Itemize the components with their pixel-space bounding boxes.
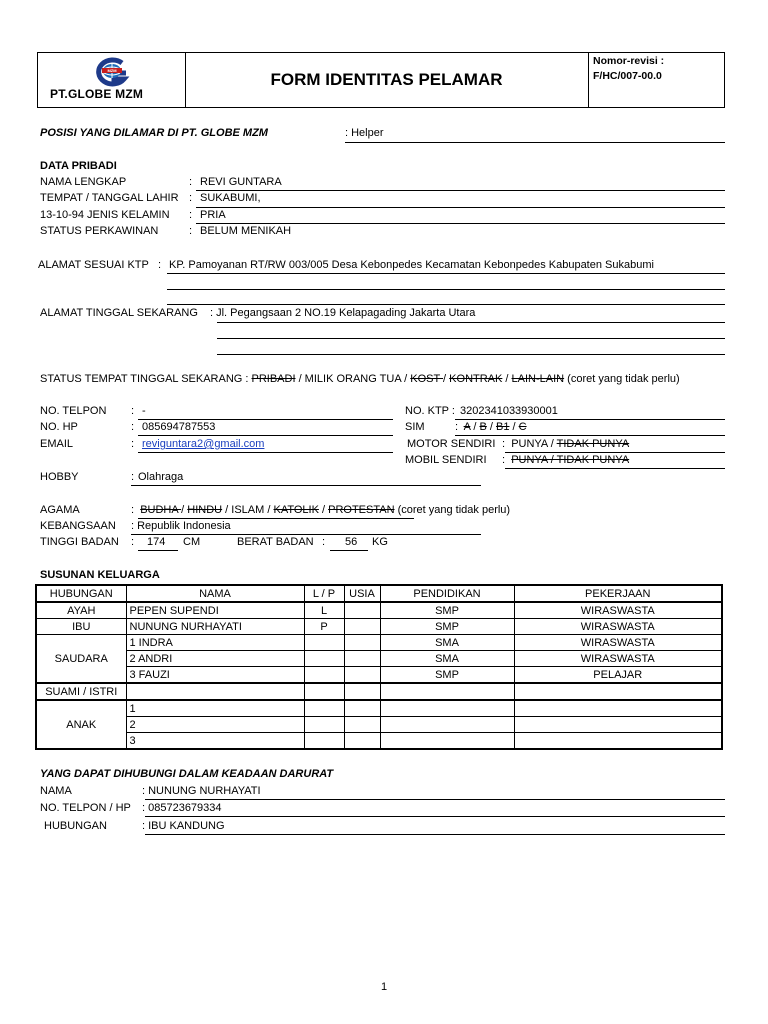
religion-budha[interactable]: BUDHA [140, 504, 182, 516]
colon: : [189, 225, 193, 237]
education-cell[interactable] [380, 717, 514, 733]
ktp-label: NO. KTP : [405, 405, 455, 417]
age-cell[interactable] [344, 683, 380, 700]
separator: / [318, 504, 329, 516]
email-label: EMAIL [40, 438, 74, 450]
birth-value[interactable]: SUKABUMI, [200, 192, 261, 204]
separator: / [181, 504, 188, 516]
sex-cell[interactable]: L [304, 602, 344, 619]
religion-label: AGAMA [40, 504, 80, 516]
sex-cell[interactable] [304, 733, 344, 750]
colon: : [131, 536, 135, 548]
name-value[interactable]: REVI GUNTARA [200, 176, 282, 188]
sim-c[interactable]: C [518, 421, 527, 433]
residence-opt-kontrak[interactable]: KONTRAK [449, 373, 503, 385]
marital-label: STATUS PERKAWINAN [40, 225, 159, 237]
emergency-relation-label: HUBUNGAN [44, 820, 107, 832]
job-cell[interactable]: WIRASWASTA [514, 602, 722, 619]
birth-date[interactable]: 13-10-94 [40, 209, 85, 221]
underline [145, 816, 725, 817]
personal-section-title: DATA PRIBADI [40, 160, 117, 172]
relation-cell: SUAMI / ISTRI [36, 683, 126, 700]
emergency-name-value[interactable]: : NUNUNG NURHAYATI [142, 785, 261, 797]
gender-value[interactable]: PRIA [200, 209, 226, 221]
weight-unit: KG [372, 536, 388, 548]
underline [217, 354, 725, 355]
logo-cell [38, 53, 186, 107]
table-row [36, 667, 722, 684]
address-now-label: ALAMAT TINGGAL SEKARANG [40, 307, 198, 319]
height-label: TINGGI BADAN [40, 536, 119, 548]
underline [167, 289, 725, 290]
job-cell[interactable]: WIRASWASTA [514, 635, 722, 651]
name-cell[interactable]: 3 [126, 733, 304, 750]
weight-label: BERAT BADAN [237, 536, 314, 548]
name-cell[interactable]: PEPEN SUPENDI [126, 602, 304, 619]
age-cell[interactable] [344, 733, 380, 750]
ktp-value[interactable]: 3202341033930001 [460, 405, 558, 417]
underline [131, 534, 481, 535]
job-cell[interactable] [514, 717, 722, 733]
sim-label: SIM [405, 421, 425, 433]
colon: : [189, 209, 193, 221]
hobby-value[interactable]: Olahraga [138, 471, 184, 483]
separator: / [443, 373, 450, 385]
education-cell[interactable]: SMP [380, 602, 514, 619]
job-cell[interactable] [514, 700, 722, 717]
globe-logo-icon [84, 57, 140, 87]
sex-cell[interactable]: P [304, 619, 344, 635]
colon: : [322, 536, 326, 548]
sim-b1[interactable]: B1 [496, 421, 510, 433]
col-header: USIA [344, 585, 380, 602]
underline [167, 304, 725, 305]
table-row [36, 683, 722, 700]
name-cell[interactable]: 1 [126, 700, 304, 717]
underline [196, 207, 725, 208]
name-label: NAMA LENGKAP [40, 176, 127, 188]
weight-value[interactable]: 56 [345, 536, 358, 548]
colon: : [158, 259, 162, 271]
table-row [36, 717, 722, 733]
sex-cell[interactable] [304, 700, 344, 717]
education-cell[interactable]: SMA [380, 651, 514, 667]
position-label: POSISI YANG DILAMAR DI PT. GLOBE MZM [40, 127, 268, 139]
separator: / [502, 373, 512, 385]
underline [345, 142, 725, 143]
job-cell[interactable]: PELAJAR [514, 667, 722, 684]
education-cell[interactable] [380, 733, 514, 750]
sex-cell[interactable] [304, 683, 344, 700]
emergency-section-title: YANG DAPAT DIHUBUNGI DALAM KEADAAN DARURAT [40, 768, 334, 780]
residence-opt-kost[interactable]: KOST [410, 373, 444, 385]
underline [217, 322, 725, 323]
religion-hindu[interactable]: HINDU [187, 504, 223, 516]
job-cell[interactable]: WIRASWASTA [514, 651, 722, 667]
car-label: MOBIL SENDIRI [405, 454, 487, 466]
underline [330, 550, 368, 551]
colon: : [131, 504, 135, 516]
colon: : [502, 454, 506, 466]
form-title: FORM IDENTITAS PELAMAR [270, 70, 503, 89]
company-name: PT.GLOBE MZM [50, 87, 144, 101]
address-now-value[interactable]: : Jl. Pegangsaan 2 NO.19 Kelapagading Jakarta Utara [210, 307, 476, 319]
table-row [36, 733, 722, 750]
sex-cell[interactable] [304, 651, 344, 667]
motor-yes[interactable]: PUNYA / [511, 438, 557, 450]
name-cell[interactable]: 2 [126, 717, 304, 733]
job-cell[interactable] [514, 733, 722, 750]
col-header: PENDIDIKAN [380, 585, 514, 602]
nationality-label: KEBANGSAAN [40, 520, 116, 532]
residence-opt-lain[interactable]: LAIN-LAIN [511, 373, 565, 385]
religion-katolik[interactable]: KATOLIK [273, 504, 319, 516]
colon: : [189, 176, 193, 188]
table-row [36, 602, 722, 619]
emergency-phone-value[interactable]: : 085723679334 [142, 802, 222, 814]
colon: : [131, 438, 135, 450]
height-unit: CM [183, 536, 201, 548]
underline [505, 452, 725, 453]
col-header: PEKERJAAN [514, 585, 722, 602]
underline [138, 435, 393, 436]
underline [505, 468, 725, 469]
revision-cell [588, 53, 725, 107]
emergency-phone-label: NO. TELPON / HP [40, 802, 131, 814]
underline [455, 419, 725, 420]
gender-label: JENIS KELAMIN [87, 209, 170, 221]
sim-b[interactable]: B [479, 421, 487, 433]
sex-cell[interactable] [304, 717, 344, 733]
motor-label: MOTOR SENDIRI [407, 438, 496, 450]
residence-label: STATUS TEMPAT TINGGAL SEKARANG : [40, 373, 249, 385]
underline [131, 485, 481, 486]
table-header-row [36, 585, 722, 602]
car-value[interactable]: PUNYA / TIDAK PUNYA [511, 454, 630, 466]
age-cell[interactable] [344, 700, 380, 717]
motor-options [502, 438, 629, 450]
colon: : [189, 192, 193, 204]
relation-cell: ANAK [36, 700, 126, 749]
sim-a[interactable]: A [463, 421, 471, 433]
position-value[interactable]: : Helper [345, 127, 384, 139]
age-cell[interactable] [344, 717, 380, 733]
underline [196, 190, 725, 191]
religion-protestan[interactable]: PROTESTAN [328, 504, 395, 516]
page-number: 1 [380, 981, 388, 993]
name-cell[interactable] [126, 683, 304, 700]
table-row [36, 700, 722, 717]
table-row [36, 619, 722, 635]
address-ktp-label: ALAMAT SESUAI KTP [38, 259, 149, 271]
colon: : [131, 405, 135, 417]
underline [138, 419, 393, 420]
underline [217, 338, 725, 339]
job-cell[interactable]: WIRASWASTA [514, 619, 722, 635]
education-cell[interactable]: SMP [380, 667, 514, 684]
col-header: HUBUNGAN [36, 585, 126, 602]
name-cell[interactable]: NUNUNG NURHAYATI [126, 619, 304, 635]
underline [138, 452, 393, 453]
form-header [37, 52, 725, 108]
family-table [35, 584, 723, 750]
job-cell[interactable] [514, 683, 722, 700]
education-cell[interactable] [380, 700, 514, 717]
residence-status [40, 373, 680, 385]
education-cell[interactable] [380, 683, 514, 700]
address-ktp-value[interactable]: KP. Pamoyanan RT/RW 003/005 Desa Kebonpedes Kecamatan Kebonpedes Kabupaten Sukabumi [169, 259, 654, 271]
underline [145, 834, 725, 835]
name-cell[interactable]: 3 FAUZI [126, 667, 304, 684]
age-cell[interactable] [344, 619, 380, 635]
relation-cell: SAUDARA [36, 635, 126, 684]
separator: / ISLAM / [222, 504, 274, 516]
underline [138, 550, 178, 551]
residence-opt-pribadi[interactable]: PRIBADI [251, 373, 296, 385]
phone-value[interactable]: - [142, 405, 146, 417]
motor-no[interactable]: TIDAK PUNYA [556, 438, 630, 450]
underline [138, 518, 414, 519]
age-cell[interactable] [344, 635, 380, 651]
colon: : [131, 421, 135, 433]
relation-cell: IBU [36, 619, 126, 635]
age-cell[interactable] [344, 667, 380, 684]
age-cell[interactable] [344, 651, 380, 667]
col-header: L / P [304, 585, 344, 602]
email-link[interactable]: reviguntara2@gmail.com [142, 438, 265, 450]
residence-note: (coret yang tidak perlu) [564, 373, 680, 385]
underline [167, 273, 725, 274]
hobby-label: HOBBY [40, 471, 79, 483]
colon: : [455, 421, 459, 433]
underline [196, 223, 725, 224]
education-cell[interactable]: SMP [380, 619, 514, 635]
table-row [36, 651, 722, 667]
religion-note: (coret yang tidak perlu) [394, 504, 511, 516]
emergency-relation-value[interactable]: : IBU KANDUNG [142, 820, 225, 832]
relation-cell: AYAH [36, 602, 126, 619]
separator: / MILIK ORANG TUA / [295, 373, 411, 385]
hp-value[interactable]: 085694787553 [142, 421, 216, 433]
emergency-name-label: NAMA [40, 785, 72, 797]
education-cell[interactable]: SMA [380, 635, 514, 651]
sim-options: : A / B / B1 / C [455, 421, 527, 433]
name-cell[interactable]: 1 INDRA [126, 635, 304, 651]
svg-text:MZM: MZM [107, 68, 117, 73]
col-header: NAMA [126, 585, 304, 602]
table-row [36, 635, 722, 651]
religion-options [131, 504, 510, 516]
height-value[interactable]: 174 [147, 536, 166, 548]
birth-label: TEMPAT / TANGGAL LAHIR [40, 192, 179, 204]
phone-label: NO. TELPON [40, 405, 107, 417]
name-cell[interactable]: 2 ANDRI [126, 651, 304, 667]
revision-label: Nomor-revisi : [593, 55, 665, 67]
family-section-title: SUSUNAN KELUARGA [40, 569, 160, 581]
colon: : [131, 471, 135, 483]
underline [145, 799, 725, 800]
underline [455, 435, 725, 436]
revision-value: F/HC/007-00.0 [593, 70, 662, 82]
age-cell[interactable] [344, 602, 380, 619]
colon: : [502, 438, 506, 450]
sex-cell[interactable] [304, 667, 344, 684]
car-options [502, 454, 629, 466]
nationality-value[interactable]: : Republik Indonesia [131, 520, 231, 532]
marital-value[interactable]: BELUM MENIKAH [200, 225, 292, 237]
sex-cell[interactable] [304, 635, 344, 651]
hp-label: NO. HP [40, 421, 78, 433]
